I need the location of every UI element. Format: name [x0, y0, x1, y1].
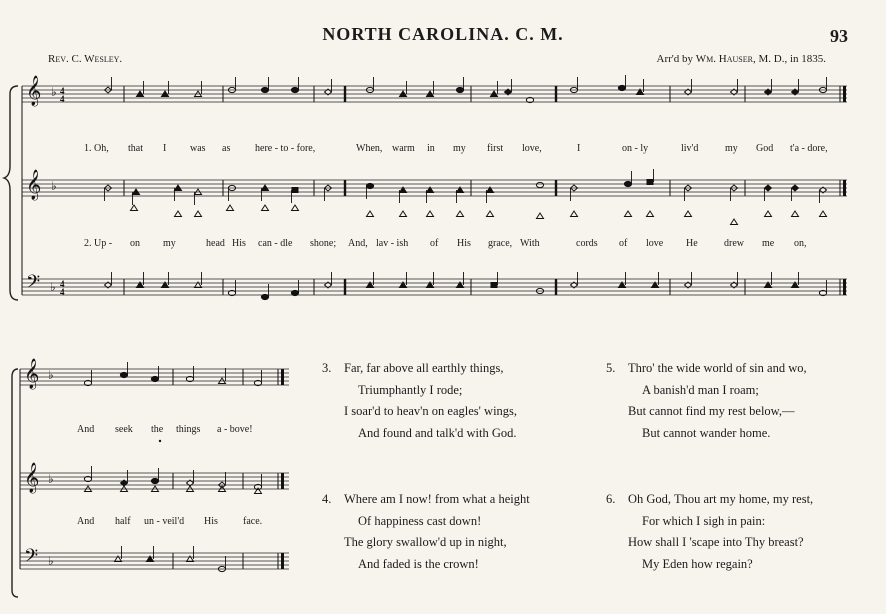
lyric-syllable: my — [163, 238, 176, 249]
staff-1 — [22, 86, 847, 102]
hymn-title: NORTH CAROLINA. C. M. — [322, 24, 564, 44]
note-head — [487, 211, 494, 217]
lyric-syllable: And — [77, 424, 95, 435]
note-head — [131, 205, 138, 211]
lyric-syllable: His — [457, 238, 471, 249]
note-head — [456, 87, 463, 92]
time-signature-bottom: 4 — [60, 287, 65, 297]
lyric-syllable: my — [453, 143, 466, 154]
note-head — [195, 211, 202, 217]
verse-line: Where am I now! from what a height — [344, 492, 530, 506]
lyric-syllable: a - bove! — [217, 424, 253, 435]
note-head — [367, 211, 374, 217]
lyric-syllable: When, — [356, 143, 383, 154]
lyric-syllable: was — [190, 143, 206, 154]
final-bar-line — [843, 180, 846, 196]
treble-clef: 𝄞 — [26, 76, 42, 106]
time-signature-top: 4 — [60, 279, 65, 289]
verse-line: But cannot wander home. — [642, 425, 771, 440]
lyric-syllable: grace, — [488, 238, 513, 249]
lyric-syllable: of — [619, 238, 628, 249]
lyric-syllable: lav - ish — [376, 238, 409, 249]
flat-sign: ♭ — [50, 280, 56, 294]
system-bracket — [4, 86, 18, 300]
lyric-syllable: God — [756, 143, 774, 154]
note-head — [647, 211, 654, 217]
verse-line: But cannot find my rest below,— — [628, 404, 795, 418]
lyric-syllable: that — [128, 143, 143, 154]
flat-sign: ♭ — [51, 179, 57, 193]
note-head — [120, 372, 127, 377]
treble-clef: 𝄞 — [24, 359, 40, 389]
lyric-syllable: His — [232, 238, 246, 249]
final-bar-line — [281, 473, 284, 489]
lyric-syllable: head — [206, 238, 225, 249]
note-head — [151, 376, 158, 381]
note-head — [685, 211, 692, 217]
lyric-syllable: on — [130, 238, 140, 249]
note-head — [291, 87, 298, 92]
lyric-syllable: liv'd — [681, 143, 699, 154]
note-head — [536, 182, 543, 187]
verse-line: Thro' the wide world of sin and wo, — [628, 361, 807, 375]
time-signature-top: 4 — [60, 86, 65, 96]
final-bar-line — [281, 553, 284, 569]
final-bar-line — [281, 369, 284, 385]
lyric-syllable: And — [77, 516, 95, 527]
lyric-syllable: drew — [724, 238, 744, 249]
note-head — [820, 211, 827, 217]
verse-line: Triumphantly I rode; — [358, 382, 463, 397]
note-head — [366, 183, 373, 188]
note-head — [175, 211, 182, 217]
lyric-syllable: cords — [576, 238, 598, 249]
note-head — [537, 213, 544, 219]
bass-clef: 𝄢 — [24, 546, 39, 571]
lyric-syllable: in — [427, 143, 435, 154]
lyric-syllable: half — [115, 516, 131, 527]
verse-4: 4. Where am I now! from what a height Of happiness cast down! The glory swallow'd up in night, And faded is the crown! — [344, 489, 530, 575]
verse-line: Oh God, Thou art my home, my rest, — [628, 492, 814, 506]
verse-line: How shall I 'scape into Thy breast? — [628, 535, 804, 549]
lyric-syllable: as — [222, 143, 231, 154]
ornament-dot — [159, 440, 161, 442]
note-head — [291, 290, 298, 295]
note-head — [427, 211, 434, 217]
verse-6: 6. Oh God, Thou art my home, my rest, For which I sigh in pain: How shall I 'scape into Thy breast? My Eden how regain? — [628, 489, 813, 575]
lyric-syllable: things — [176, 424, 201, 435]
lyric-syllable: un - veil'd — [144, 516, 185, 527]
lyric-syllable: face. — [243, 516, 263, 527]
verse-line: Of happiness cast down! — [358, 513, 482, 528]
treble-clef: 𝄞 — [24, 463, 40, 493]
note-head — [227, 205, 234, 211]
note-head — [765, 211, 772, 217]
note-head — [151, 478, 158, 483]
note-head — [792, 185, 799, 191]
verse-line: I soar'd to heav'n on eagles' wings, — [344, 404, 518, 418]
lyric-syllable: me — [762, 238, 775, 249]
verse-line: For which I sigh in pain: — [642, 513, 766, 528]
lyric-syllable: I — [577, 143, 581, 154]
lyric-syllable: t'a - dore, — [790, 143, 828, 154]
lyric-syllable: 2. Up - — [84, 238, 113, 249]
lyric-syllable: here - to - fore, — [255, 143, 316, 154]
final-bar-line — [843, 279, 846, 295]
verse-line: And found and talk'd with God. — [358, 425, 517, 440]
flat-sign: ♭ — [48, 472, 54, 486]
verse-line: A banish'd man I roam; — [642, 382, 759, 397]
lyric-syllable: on, — [794, 238, 807, 249]
flat-sign: ♭ — [51, 85, 57, 99]
lyric-syllable: of — [430, 238, 439, 249]
note-head — [765, 185, 772, 191]
verse-line: Far, far above all earthly things, — [344, 361, 504, 375]
bass-clef: 𝄢 — [26, 272, 41, 297]
note-head — [625, 211, 632, 217]
time-signature-bottom: 4 — [60, 94, 65, 104]
note-head — [571, 211, 578, 217]
system-bracket — [12, 369, 18, 597]
note-head — [792, 211, 799, 217]
note-head — [731, 219, 738, 225]
verse-3: 3. Far, far above all earthly things, Triumphantly I rode; I soar'd to heav'n on eagles' wings, And found and talk'd with God. — [344, 358, 517, 444]
arranger-credit: Arr'd by Wm. Hauser, M. D., in 1835. — [656, 53, 826, 65]
note-head — [647, 180, 653, 185]
note-head — [292, 205, 299, 211]
author-credit: Rev. C. Wesley. — [48, 53, 123, 65]
lyric-syllable: first — [487, 143, 504, 154]
note-head — [457, 211, 464, 217]
flat-sign: ♭ — [48, 554, 54, 568]
lyric-syllable: 1. Oh, — [84, 143, 109, 154]
lyric-syllable: warm — [392, 143, 415, 154]
verse-line: And faded is the crown! — [358, 556, 479, 571]
lyric-syllable: With — [520, 238, 540, 249]
note-head — [261, 294, 268, 299]
verse-line: My Eden how regain? — [642, 556, 753, 571]
note-head — [618, 85, 625, 90]
lyric-syllable: love, — [522, 143, 542, 154]
lyric-syllable: And, — [348, 238, 368, 249]
lyric-syllable: I — [163, 143, 167, 154]
lyric-syllable: my — [725, 143, 738, 154]
note-head — [262, 205, 269, 211]
note-head — [292, 188, 298, 193]
final-bar-line — [843, 86, 846, 102]
note-head — [624, 181, 631, 186]
lyric-syllable: His — [204, 516, 218, 527]
verse-5: 5. Thro' the wide world of sin and wo, A banish'd man I roam; But cannot find my rest below,— But cannot wander home. — [628, 358, 807, 444]
lyric-syllable: He — [686, 238, 698, 249]
staff-2 — [22, 180, 847, 196]
staff-6 — [20, 553, 289, 569]
page-number: 93 — [830, 26, 848, 46]
lyric-syllable: seek — [115, 424, 133, 435]
treble-clef: 𝄞 — [26, 170, 42, 200]
note-head — [261, 87, 268, 92]
lyric-syllable: can - dle — [258, 238, 293, 249]
verse-line: The glory swallow'd up in night, — [344, 535, 507, 549]
lyric-syllable: love — [646, 238, 664, 249]
note-head — [400, 211, 407, 217]
staff-3 — [22, 279, 847, 295]
lyric-syllable: the — [151, 424, 164, 435]
lyric-syllable: on - ly — [622, 143, 649, 154]
lyric-syllable: shone; — [310, 238, 337, 249]
flat-sign: ♭ — [48, 368, 54, 382]
note-head — [491, 283, 497, 288]
